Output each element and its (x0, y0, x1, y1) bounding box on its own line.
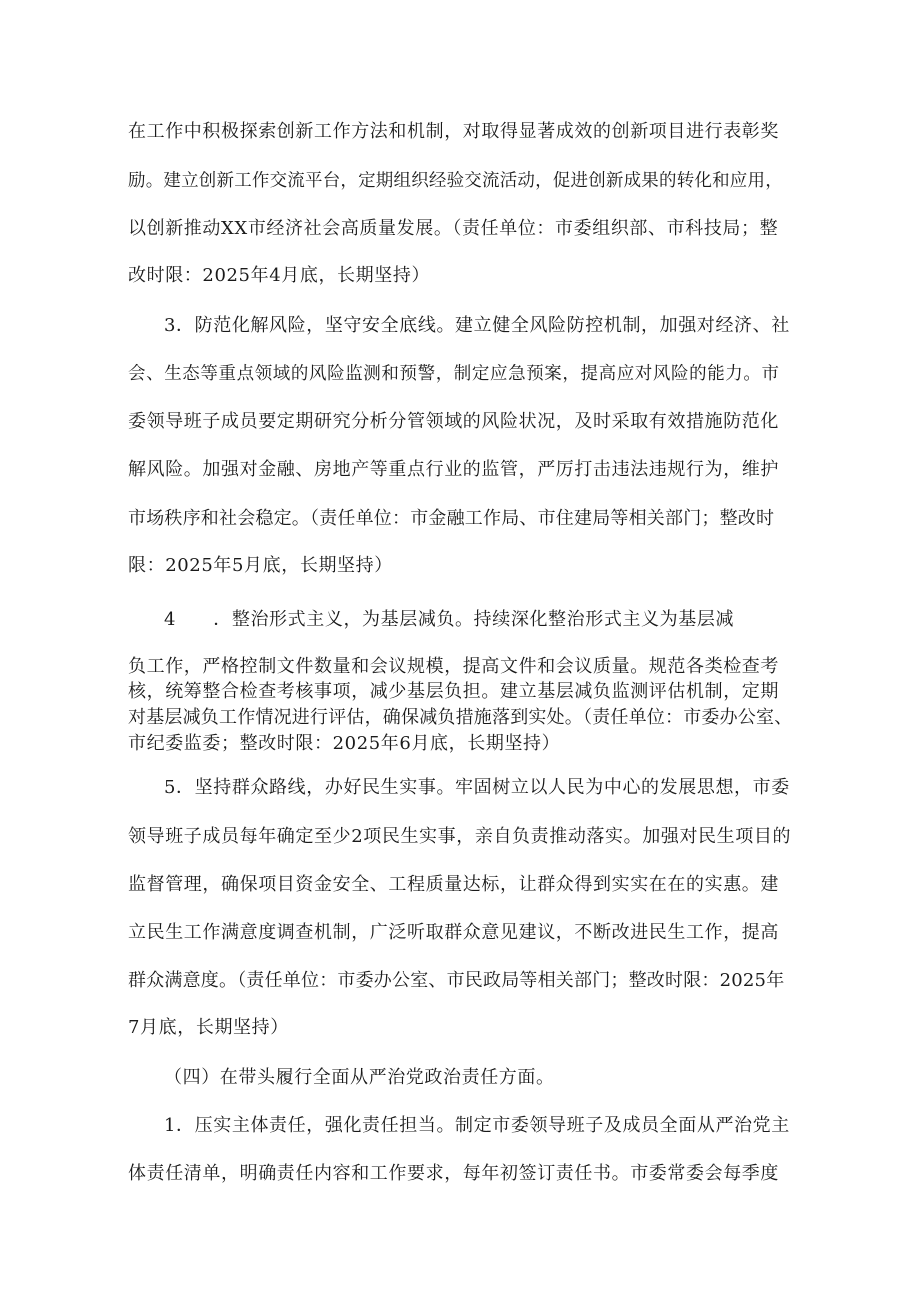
section-heading: （四）在带头履行全面从严治党政治责任方面。 (164, 1067, 555, 1088)
paragraph-4-line-1: 5．坚持群众路线，办好民生实事。牢固树立以人民为中心的发展思想，市委 (164, 777, 790, 798)
paragraph-2-line-1: 3．防范化解风险，坚守安全底线。建立健全风险防控机制，加强对经济、社 (164, 315, 790, 336)
paragraph-1-line-2: 励。建立创新工作交流平台，定期组织经验交流活动，促进创新成果的转化和应用， (128, 171, 783, 191)
paragraph-1-line-4: 改时限：2025年4月底，长期坚持） (128, 265, 431, 286)
paragraph-6-line-2: 体责任清单，明确责任内容和工作要求，每年初签订责任书。市委常委会每季度 (128, 1163, 779, 1184)
paragraph-6-line-1: 1．压实主体责任，强化责任担当。制定市委领导班子及成员全面从严治党主 (164, 1115, 790, 1136)
paragraph-3-line-3: 核，统筹整合检查考核事项，减少基层负担。建立基层减负监测评估机制，定期 (128, 681, 779, 702)
paragraph-4-line-4: 立民生工作满意度调查机制，广泛听取群众意见建议，不断改进民生工作，提高 (128, 922, 779, 943)
paragraph-4-line-2: 领导班子成员每年确定至少2项民生实事，亲自负责推动落实。加强对民生项目的 (128, 826, 792, 847)
paragraph-4-line-6: 7月底，长期坚持） (128, 1017, 289, 1038)
paragraph-1-line-3: 以创新推动XX市经济社会高质量发展。（责任单位：市委组织部、市科技局；整 (128, 218, 779, 239)
paragraph-3-line-2: 负工作，严格控制文件数量和会议规模，提高文件和会议质量。规范各类检查考 (128, 656, 779, 677)
paragraph-2-line-4: 解风险。加强对金融、房地产等重点行业的监管，严厉打击违法违规行为，维护 (128, 459, 779, 480)
paragraph-2-line-2: 会、生态等重点领域的风险监测和预警，制定应急预案，提高应对风险的能力。市 (128, 364, 780, 384)
paragraph-3-line-1: 4 ．整治形式主义，为基层减负。持续深化整治形式主义为基层减 (164, 609, 735, 630)
paragraph-3-line-4: 对基层减负工作情况进行评估，确保减负措施落到实处。（责任单位：市委办公室、 (128, 707, 793, 728)
paragraph-4-line-5: 群众满意度。（责任单位：市委办公室、市民政局等相关部门；整改时限：2025年 (128, 970, 785, 991)
paragraph-3-line-5: 市纪委监委；整改时限：2025年6月底，长期坚持） (128, 733, 561, 754)
paragraph-1-line-1: 在工作中积极探索创新工作方法和机制，对取得显著成效的创新项目进行表彰奖 (128, 121, 779, 142)
paragraph-2-line-3: 委领导班子成员要定期研究分析分管领域的风险状况，及时采取有效措施防范化 (128, 411, 779, 432)
paragraph-4-line-3: 监督管理，确保项目资金安全、工程质量达标，让群众得到实实在在的实惠。建 (128, 874, 779, 895)
paragraph-2-line-5: 市场秩序和社会稳定。（责任单位：市金融工作局、市住建局等相关部门；整改时 (128, 508, 775, 529)
paragraph-2-line-6: 限：2025年5月底，长期坚持） (128, 555, 393, 576)
